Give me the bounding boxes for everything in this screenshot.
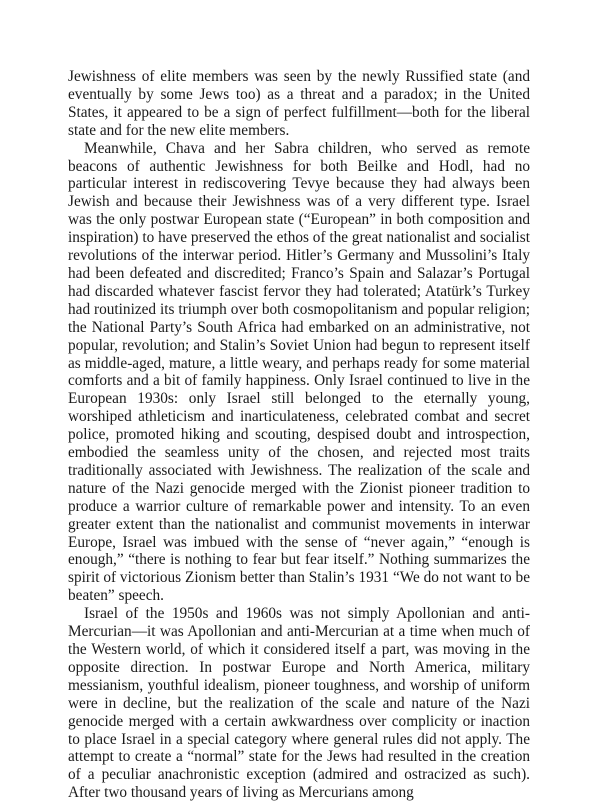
paragraph-continuation: Jewishness of elite members was seen by the newly Russified state (and eventually by some Jews too) as a threat and a paradox; in the United States, it appeared to be a sign of perfect fulfillment—both for the liberal state and for the new elite members. bbox=[68, 68, 530, 139]
paragraph-israel-1950s: Israel of the 1950s and 1960s was not simply Apollonian and anti-Mercurian—it was Apollonian and anti-Mercurian at a time when much of the Western world, of which it considered itself a part, was moving in the opposite direction. In postwar Europe and North America, military messianism, youthful idealism, pioneer toughness, and worship of uniform were in decline, but the realization of the scale and nature of the Nazi genocide merged with a certain awkwardness over complicity or inaction to place Israel in a special category where general rules did not apply. The attempt to create a “normal” state for the Jews had resulted in the creation of a peculiar anachronistic exception (admired and ostracized as such). After two thousand years of living as Mercurians among bbox=[68, 605, 530, 802]
body-text bbox=[68, 68, 530, 802]
paragraph-chava-sabra: Meanwhile, Chava and her Sabra children, who served as remote beacons of authentic Jewishness for both Beilke and Hodl, had no particular interest in rediscovering Tevye because they had always been Jewish and because their Jewishness was of a very different type. Israel was the only postwar European state (“European” in both composition and inspiration) to have preserved the ethos of the great nationalist and socialist revolutions of the interwar period. Hitler’s Germany and Mussolini’s Italy had been defeated and discredited; Franco’s Spain and Salazar’s Portugal had discarded whatever fascist fervor they had tolerated; Atatürk’s Turkey had routinized its triumph over both cosmopolitanism and popular religion; the National Party’s South Africa had embarked on an administrative, not popular, revolution; and Stalin’s Soviet Union had begun to represent itself as middle-aged, mature, a little weary, and perhaps ready for some material comforts and a bit of family happiness. Only Israel continued to live in the European 1930s: only Israel still belonged to the eternally young, worshiped athleticism and inarticulateness, celebrated combat and secret police, promoted hiking and scouting, despised doubt and introspection, embodied the seamless unity of the chosen, and rejected most traits traditionally associated with Jewishness. The realization of the scale and nature of the Nazi genocide merged with the Zionist pioneer tradition to produce a warrior culture of remarkable power and intensity. To an even greater extent than the nationalist and communist movements in interwar Europe, Israel was imbued with the sense of “never again,” “enough is enough,” “there is nothing to fear but fear itself.” Nothing summarizes the spirit of victorious Zionism better than Stalin’s 1931 “We do not want to be beaten” speech. bbox=[68, 139, 530, 605]
